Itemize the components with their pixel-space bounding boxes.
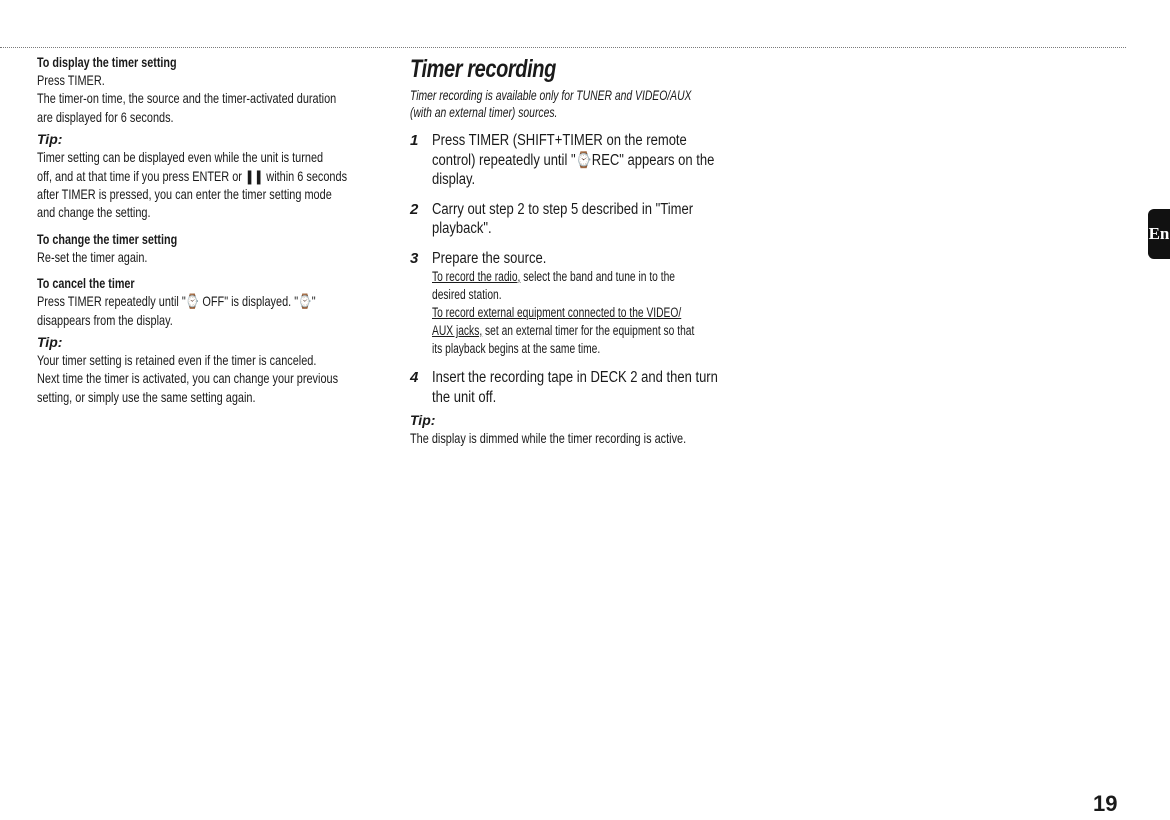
tip-text: Next time the timer is activated, you can change your previous <box>37 370 339 387</box>
tip-text: after TIMER is pressed, you can enter the timer setting mode <box>37 186 332 203</box>
body-text: are displayed for 6 seconds. <box>37 108 174 125</box>
tip-text: off, and at that time if you press ENTER or ❚❚ within 6 seconds <box>37 167 348 184</box>
language-tab <box>1148 209 1170 259</box>
step-number: 4 <box>410 369 419 386</box>
step-2: 2 Carry out step 2 to step 5 described in "Timer playback". <box>410 200 694 237</box>
intro-text: Timer recording is available only for TUNER and VIDEO/AUX <box>410 87 692 103</box>
section-title: Timer recording <box>410 55 556 83</box>
tip-label: Tip: <box>410 412 436 428</box>
cancel-timer-heading: To cancel the timer <box>37 276 135 292</box>
tip-text: setting, or simply use the same setting again. <box>37 388 256 405</box>
step-number: 1 <box>410 132 419 149</box>
external-equipment-instruction: To record external equipment connected to the VIDEO/ <box>432 305 682 320</box>
tip-label: Tip: <box>37 131 63 148</box>
body-text: Re-set the timer again. <box>37 248 148 265</box>
tip-text: and change the setting. <box>37 204 151 221</box>
body-text: The timer-on time, the source and the timer-activated duration <box>37 90 337 107</box>
step-3: 3 Prepare the source. To record the radio, select the band and tune in to the desired station. To record external equipment connected to the VIDEO/ AUX jacks, set an external timer for the equipment so that its playback begins at the same time. <box>410 249 760 359</box>
step-number: 2 <box>410 200 419 218</box>
tip-label: Tip: <box>37 334 63 351</box>
tip-text: The display is dimmed while the timer recording is active. <box>410 430 687 446</box>
display-timer-heading: To display the timer setting <box>37 55 177 70</box>
step-1: 1 Press TIMER (SHIFT+TIMER on the remote control) repeatedly until "⌚REC" appears on the display. <box>410 132 715 188</box>
right-column <box>410 55 760 447</box>
left-column <box>37 55 369 406</box>
body-text: disappears from the display. <box>37 311 173 328</box>
body-text: Press TIMER. <box>37 72 105 88</box>
tip-text: Timer setting can be displayed even while the unit is turned <box>37 149 324 166</box>
step-4: 4 Insert the recording tape in DECK 2 and then turn the unit off. <box>410 369 718 406</box>
language-label: En <box>1148 224 1170 243</box>
step-number: 3 <box>410 249 419 267</box>
body-text: Press TIMER repeatedly until "⌚ OFF" is displayed. "⌚" <box>37 293 316 310</box>
page-number: 19 <box>1093 791 1118 816</box>
tip-text: Your timer setting is retained even if the timer is canceled. <box>37 352 317 369</box>
change-timer-heading: To change the timer setting <box>37 231 178 247</box>
intro-text: (with an external timer) sources. <box>410 104 558 120</box>
radio-instruction: To record the radio, select the band and tune in to the <box>432 269 675 284</box>
top-divider <box>0 47 1126 48</box>
